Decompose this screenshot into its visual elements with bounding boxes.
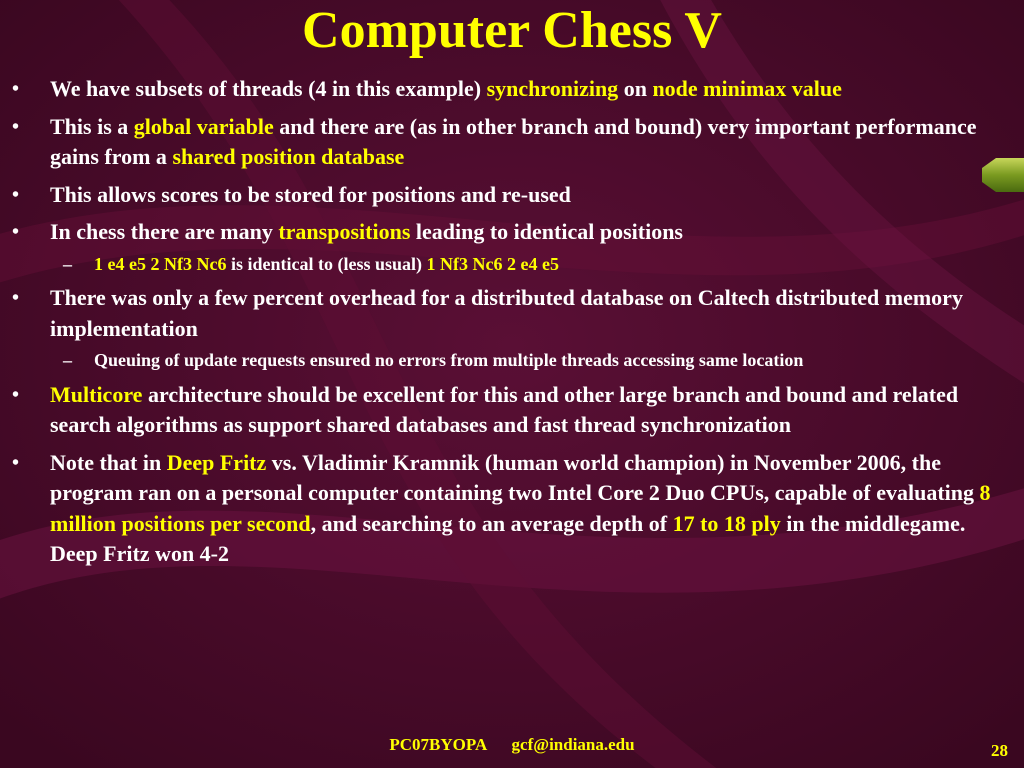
- slide-content: [10, 74, 1015, 577]
- sub-bullet-item: [10, 347, 1015, 374]
- highlighted-text: 1 e4 e5 2 Nf3 Nc6: [94, 253, 227, 274]
- bullet-item: [10, 380, 1015, 441]
- bullet-item: [10, 283, 1015, 344]
- sub-bullet-item: [10, 251, 1015, 278]
- bullet-marker: •: [12, 451, 20, 474]
- bullet-item: [10, 112, 1015, 173]
- bullet-marker: •: [12, 183, 20, 206]
- bullet-text: Queuing of update requests ensured no errors from multiple threads accessing same location: [94, 350, 804, 370]
- bullet-item: [10, 448, 1015, 570]
- slide-footer: [0, 735, 1024, 755]
- highlighted-text: 17 to 18 ply: [672, 510, 781, 536]
- bullet-text: This allows scores to be stored for positions and re-used: [50, 181, 571, 207]
- slide-title: Computer Chess V: [302, 2, 722, 59]
- bullet-text: Note that in: [50, 449, 167, 475]
- page-number: 28: [991, 741, 1008, 760]
- highlighted-text: node minimax value: [652, 76, 842, 101]
- bullet-text: on: [618, 76, 653, 101]
- bullet-item: [10, 74, 1015, 105]
- highlighted-text: Multicore: [50, 381, 143, 407]
- bullet-text: This is a: [50, 113, 134, 139]
- highlighted-text: Deep Fritz: [166, 449, 267, 475]
- dash-marker: –: [63, 350, 72, 370]
- highlighted-text: shared position database: [172, 144, 405, 169]
- bullet-marker: •: [12, 383, 20, 406]
- bullet-marker: •: [12, 287, 20, 309]
- bullet-marker: •: [12, 115, 20, 138]
- footer-code: PC07BYOPA: [389, 735, 488, 754]
- highlighted-text: 8 million positions per second: [50, 480, 991, 536]
- bullet-text: We have subsets of threads (4 in this example): [50, 76, 487, 101]
- bullet-text: and there are (as in other branch and bound) very important performance gains from a: [50, 113, 977, 169]
- bullet-text: , and searching to an average depth of: [310, 510, 673, 536]
- bullet-text: vs. Vladimir Kramnik (human world champion) in November 2006, the program ran on a personal computer containing two Intel Core 2 Duo CPUs, capable of evaluating: [50, 449, 980, 505]
- bullet-text: in the middlegame. Deep Fritz won 4-2: [50, 510, 966, 566]
- bullet-text: architecture should be excellent for this and other large branch and bound and related search algorithms as support shared databases and fast thread synchronization: [50, 381, 959, 437]
- highlighted-text: global variable: [133, 113, 274, 139]
- bullet-marker: •: [12, 78, 20, 100]
- highlighted-text: synchronizing: [486, 76, 619, 101]
- bullet-text: In chess there are many: [50, 219, 279, 244]
- bullet-text: There was only a few percent overhead for a distributed database on Caltech distributed memory implementation: [50, 285, 963, 341]
- highlighted-text: transpositions: [278, 219, 411, 244]
- footer-email: gcf@indiana.edu: [511, 735, 635, 754]
- bullet-text: is identical to (less usual): [226, 253, 427, 274]
- bullet-text: leading to identical positions: [410, 219, 683, 244]
- highlighted-text: 1 Nf3 Nc6 2 e4 e5: [426, 253, 559, 274]
- bullet-marker: •: [12, 221, 20, 243]
- bullet-item: [10, 217, 1015, 248]
- bullet-item: [10, 180, 1015, 211]
- dash-marker: –: [63, 253, 72, 274]
